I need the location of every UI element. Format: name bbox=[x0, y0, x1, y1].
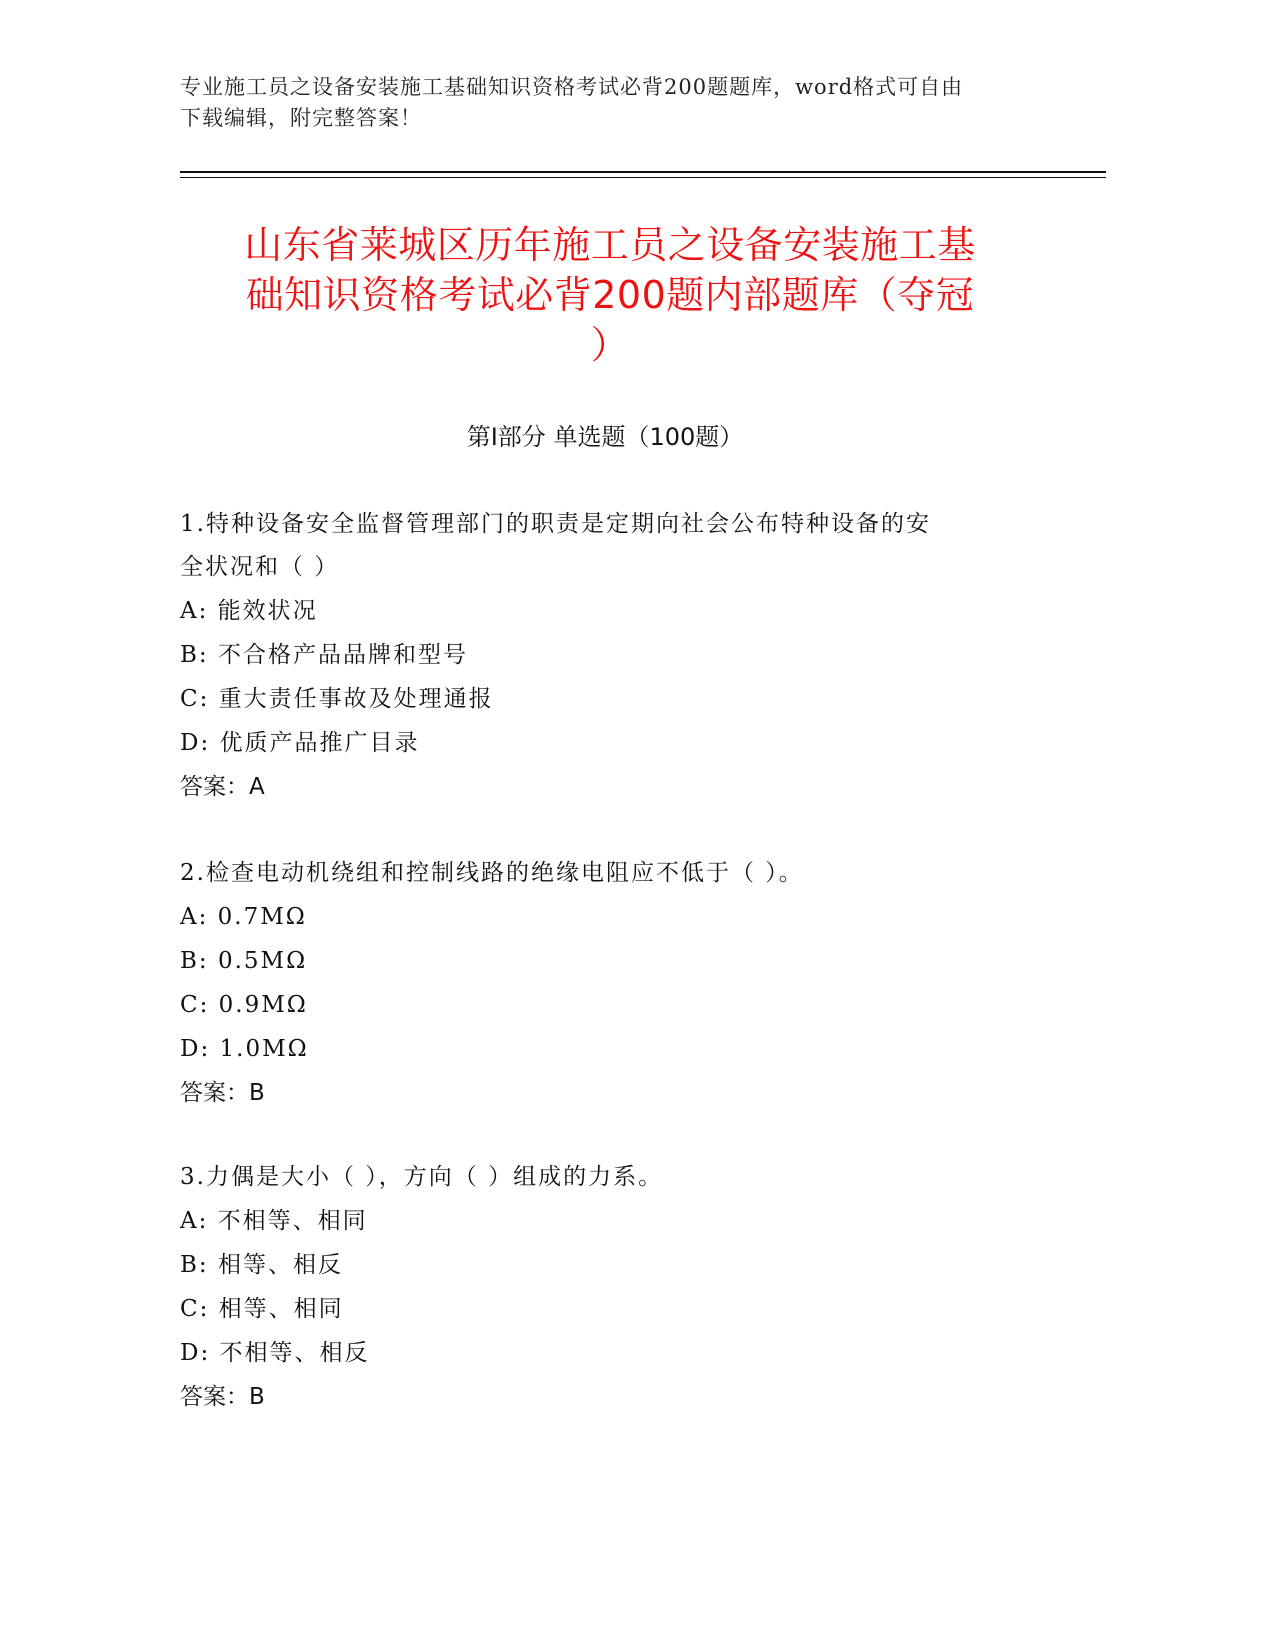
document-title bbox=[190, 220, 1030, 370]
header-note-line-2: 下载编辑，附完整答案！ bbox=[180, 106, 422, 130]
answer-label: 答案：B bbox=[180, 1080, 265, 1106]
option-c: C: 重大责任事故及处理通报 bbox=[180, 686, 494, 712]
option-d: D: 不相等、相反 bbox=[180, 1340, 370, 1366]
question-3 bbox=[180, 1156, 1040, 1419]
question-text-line-2: 全状况和（ ） bbox=[180, 554, 340, 580]
header-note bbox=[180, 72, 1040, 134]
question-text bbox=[180, 503, 1040, 589]
option-a: A: 能效状况 bbox=[180, 598, 318, 624]
option-b: B: 不合格产品品牌和型号 bbox=[180, 642, 468, 668]
question-2 bbox=[180, 852, 1040, 1115]
header-divider-thick bbox=[180, 171, 1106, 173]
option-d: D: 优质产品推广目录 bbox=[180, 730, 420, 756]
option-c: C: 0.9MΩ bbox=[180, 992, 308, 1018]
option-a: A: 不相等、相同 bbox=[180, 1208, 368, 1234]
document-title-line-3: ） bbox=[590, 323, 630, 367]
option-b: B: 相等、相反 bbox=[180, 1252, 343, 1278]
question-text: 3.力偶是大小（ ），方向（ ）组成的力系。 bbox=[180, 1164, 664, 1190]
option-b: B: 0.5MΩ bbox=[180, 948, 308, 974]
document-title-line-1: 山东省莱城区历年施工员之设备安装施工基 bbox=[244, 223, 976, 267]
option-c: C: 相等、相同 bbox=[180, 1296, 344, 1322]
question-1 bbox=[180, 503, 1040, 809]
option-d: D: 1.0MΩ bbox=[180, 1036, 309, 1062]
question-text: 2.检查电动机绕组和控制线路的绝缘电阻应不低于（ ）。 bbox=[180, 860, 804, 886]
option-a: A: 0.7MΩ bbox=[180, 904, 307, 930]
answer-label: 答案：B bbox=[180, 1384, 265, 1410]
header-note-line-1: 专业施工员之设备安装施工基础知识资格考试必背200题题库，word格式可自由 bbox=[180, 75, 964, 99]
document-title-line-2: 础知识资格考试必背200题内部题库（夺冠 bbox=[245, 273, 975, 317]
answer-label: 答案：A bbox=[180, 774, 265, 800]
header-divider-thin bbox=[180, 177, 1106, 178]
question-text-line-1: 1.特种设备安全监督管理部门的职责是定期向社会公布特种设备的安 bbox=[180, 511, 931, 537]
section-heading: 第I部分 单选题（100题） bbox=[466, 423, 744, 451]
